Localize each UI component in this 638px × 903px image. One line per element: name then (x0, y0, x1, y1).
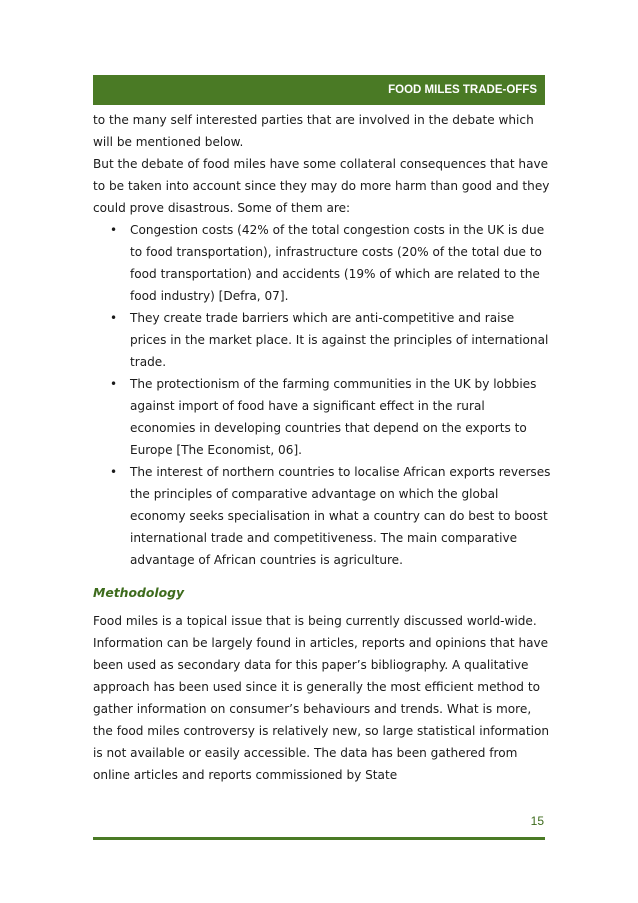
list-item-text: The interest of northern countries to localise African exports reverses the principles of comparative advantage on which the global economy seeks specialisation in what a country can do best to boost international trade and competitiveness. The main comparative advantage of African countries is agriculture. (130, 465, 551, 567)
bullet-icon: • (110, 465, 118, 479)
paragraph-methodology: Food miles is a topical issue that is being currently discussed world-wide. Information can be largely found in articles, reports and opinions that have been used as secondary data for this paper’s bibliography. A qualitative approach has been used since it is generally the most efficient method to gather information on consumer’s behaviours and trends. What is more, the food miles controversy is relatively new, so large statistical information is not available or easily accessible. The data has been gathered from online articles and reports commissioned by State (93, 614, 550, 782)
paragraph-consequences: But the debate of food miles have some collateral consequences that have to be taken into account since they may do more harm than good and they could prove disastrous. Some of them are: (93, 157, 550, 215)
header-bar (93, 75, 545, 105)
list-item-text: They create trade barriers which are anti-competitive and raise prices in the market place. It is against the principles of international trade. (130, 311, 549, 369)
list-item-text: Congestion costs (42% of the total congestion costs in the UK is due to food transportation), infrastructure costs (20% of the total due to food transportation) and accidents (19% of which are related to the food industry) [Defra, 07]. (130, 223, 545, 303)
list-item (93, 219, 553, 307)
section-heading: Methodology (93, 585, 185, 600)
list-item-text: The protectionism of the farming communities in the UK by lobbies against import of food have a significant effect in the rural economies in developing countries that depend on the exports to Europe [The Economist, 06]. (130, 377, 537, 457)
consequences-list (93, 219, 553, 571)
footer-rule (93, 837, 545, 840)
bullet-icon: • (110, 223, 118, 237)
header-title: FOOD MILES TRADE-OFFS (388, 84, 537, 96)
list-item (93, 373, 553, 461)
list-item (93, 307, 553, 373)
paragraph-continuation: to the many self interested parties that are involved in the debate which will be mentioned below. (93, 113, 534, 149)
bullet-icon: • (110, 377, 118, 391)
document-body (93, 109, 553, 786)
page-number: 15 (530, 814, 544, 828)
bullet-icon: • (110, 311, 118, 325)
list-item (93, 461, 553, 571)
